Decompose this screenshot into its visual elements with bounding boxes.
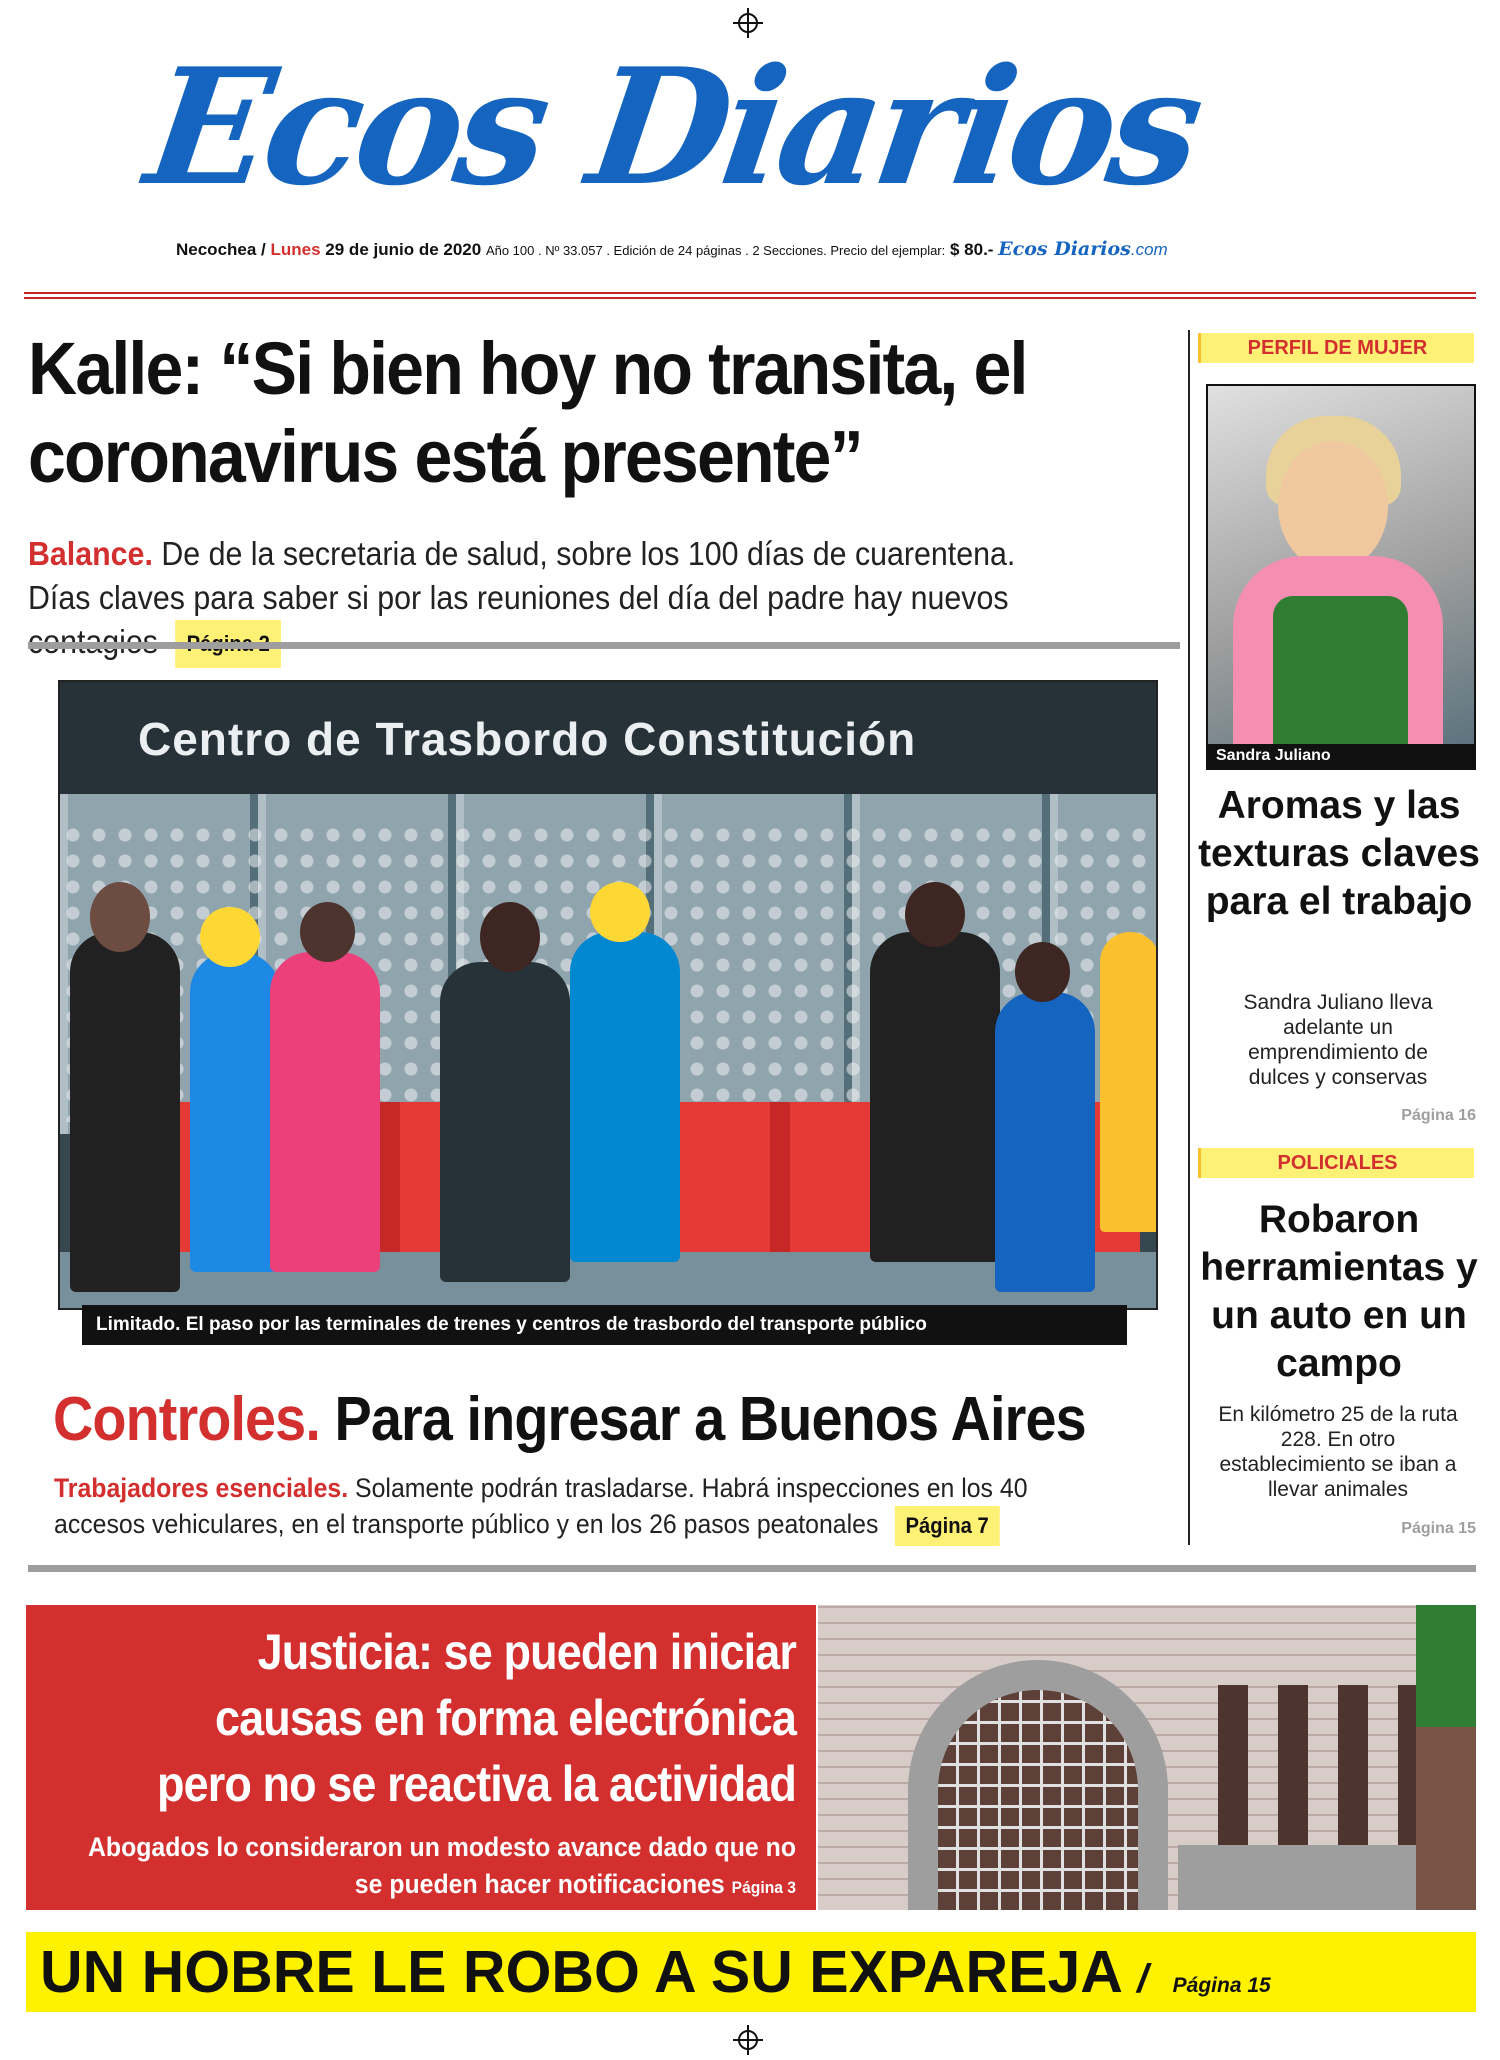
justice-deck bbox=[88, 1829, 796, 1906]
dateline-city: Necochea / bbox=[176, 240, 266, 259]
person-head bbox=[590, 882, 650, 942]
second-page-tag[interactable]: Página 7 bbox=[894, 1506, 999, 1546]
web-logo: Ecos Diarios bbox=[998, 238, 1131, 260]
second-deck-text: Solamente podrán trasladarse. Habrá inspecciones en los 40 accesos vehiculares, en el transporte público y en los 26 pasos peatonales bbox=[54, 1473, 1028, 1540]
person-head bbox=[1015, 942, 1070, 1002]
iron-gate bbox=[938, 1690, 1138, 1910]
main-photo-caption: Limitado. El paso por las terminales de trenes y centros de trasbordo del transporte público bbox=[82, 1305, 1127, 1345]
second-deck bbox=[54, 1470, 1112, 1546]
bottom-banner-text bbox=[40, 1936, 1271, 2022]
registration-mark-icon bbox=[733, 2025, 763, 2055]
newspaper-logo: Ecos Diarios bbox=[136, 33, 1209, 221]
bottom-banner-separator: / bbox=[1137, 1957, 1149, 2001]
justice-story-box[interactable] bbox=[26, 1605, 816, 1910]
person-figure bbox=[870, 932, 1000, 1262]
person-figure bbox=[1100, 932, 1158, 1232]
second-headline[interactable] bbox=[53, 1382, 1088, 1458]
second-headline-kicker: Controles. bbox=[53, 1385, 320, 1454]
bottom-banner-headline: UN HOBRE LE ROBO A SU EXPAREJA bbox=[40, 1939, 1121, 2005]
person-head bbox=[90, 882, 150, 952]
person-head bbox=[480, 902, 540, 972]
person-figure bbox=[190, 952, 280, 1272]
dateline-price: $ 80.- bbox=[949, 240, 994, 259]
police-headline[interactable]: Robaron herramientas y un auto en un campo bbox=[1200, 1198, 1478, 1385]
person-figure bbox=[570, 932, 680, 1262]
person-figure bbox=[440, 962, 570, 1282]
person-head bbox=[905, 882, 965, 947]
person-figure bbox=[995, 992, 1095, 1292]
web-suffix: .com bbox=[1130, 240, 1168, 259]
second-deck-kicker: Trabajadores esenciales. bbox=[54, 1473, 349, 1503]
police-page[interactable]: Página 15 bbox=[1401, 1520, 1476, 1537]
dateline-edition-info: Año 100 . Nº 33.057 . Edición de 24 páginas . 2 Secciones. Precio del ejemplar: bbox=[485, 243, 946, 258]
person-figure bbox=[270, 952, 380, 1272]
station-sign-text: Centro de Trasbordo Constitución bbox=[138, 713, 917, 765]
masthead bbox=[136, 33, 1340, 221]
justice-headline: Justicia: se pueden iniciar causas en forma electrónica pero no se reactiva la actividad bbox=[157, 1624, 796, 1812]
section-tag-police: POLICIALES bbox=[1198, 1148, 1474, 1178]
justice-deck-text: Abogados lo consideraron un modesto avance dado que no se pueden hacer notificaciones bbox=[87, 1832, 796, 1899]
profile-headline[interactable]: Aromas y las texturas claves para el trabajo bbox=[1198, 784, 1480, 923]
person-figure bbox=[70, 932, 180, 1292]
person-head bbox=[300, 902, 355, 962]
lead-deck-text: De de la secretaria de salud, sobre los 100 días de cuarentena. Días claves para saber si por las reuniones del día del padre hay nuevos bbox=[28, 535, 1016, 616]
section-tag-profile: PERFIL DE MUJER bbox=[1198, 333, 1474, 363]
bottom-banner-page: Página 15 bbox=[1172, 1974, 1271, 1997]
lead-headline[interactable]: Kalle: “Si bien hoy no transita, el coronavirus está presente” bbox=[28, 327, 1027, 498]
person-head bbox=[200, 907, 260, 967]
profile-photo-caption: Sandra Juliano bbox=[1208, 744, 1474, 768]
section-divider bbox=[28, 642, 1180, 649]
column-divider bbox=[1188, 330, 1190, 1545]
dateline-date: 29 de junio de 2020 bbox=[325, 240, 482, 259]
lead-kicker: Balance. bbox=[28, 535, 153, 572]
justice-page: Página 3 bbox=[731, 1878, 796, 1897]
header-rule bbox=[24, 292, 1476, 299]
photo-face bbox=[1278, 441, 1388, 571]
main-photo bbox=[58, 680, 1158, 1310]
police-deck: En kilómetro 25 de la ruta 228. En otro establecimiento se iban a llevar animales bbox=[1218, 1403, 1458, 1501]
bottom-banner[interactable] bbox=[26, 1932, 1476, 2012]
palm-tree bbox=[1416, 1605, 1476, 1910]
profile-page[interactable]: Página 16 bbox=[1401, 1107, 1476, 1124]
courthouse-photo bbox=[818, 1605, 1476, 1910]
dateline-weekday: Lunes bbox=[270, 240, 321, 259]
dateline bbox=[176, 238, 1326, 268]
second-headline-text: Para ingresar a Buenos Aires bbox=[334, 1385, 1086, 1454]
section-divider bbox=[28, 1565, 1476, 1572]
profile-photo bbox=[1206, 384, 1476, 770]
profile-deck: Sandra Juliano lleva adelante un emprendimiento de dulces y conservas bbox=[1243, 991, 1433, 1089]
